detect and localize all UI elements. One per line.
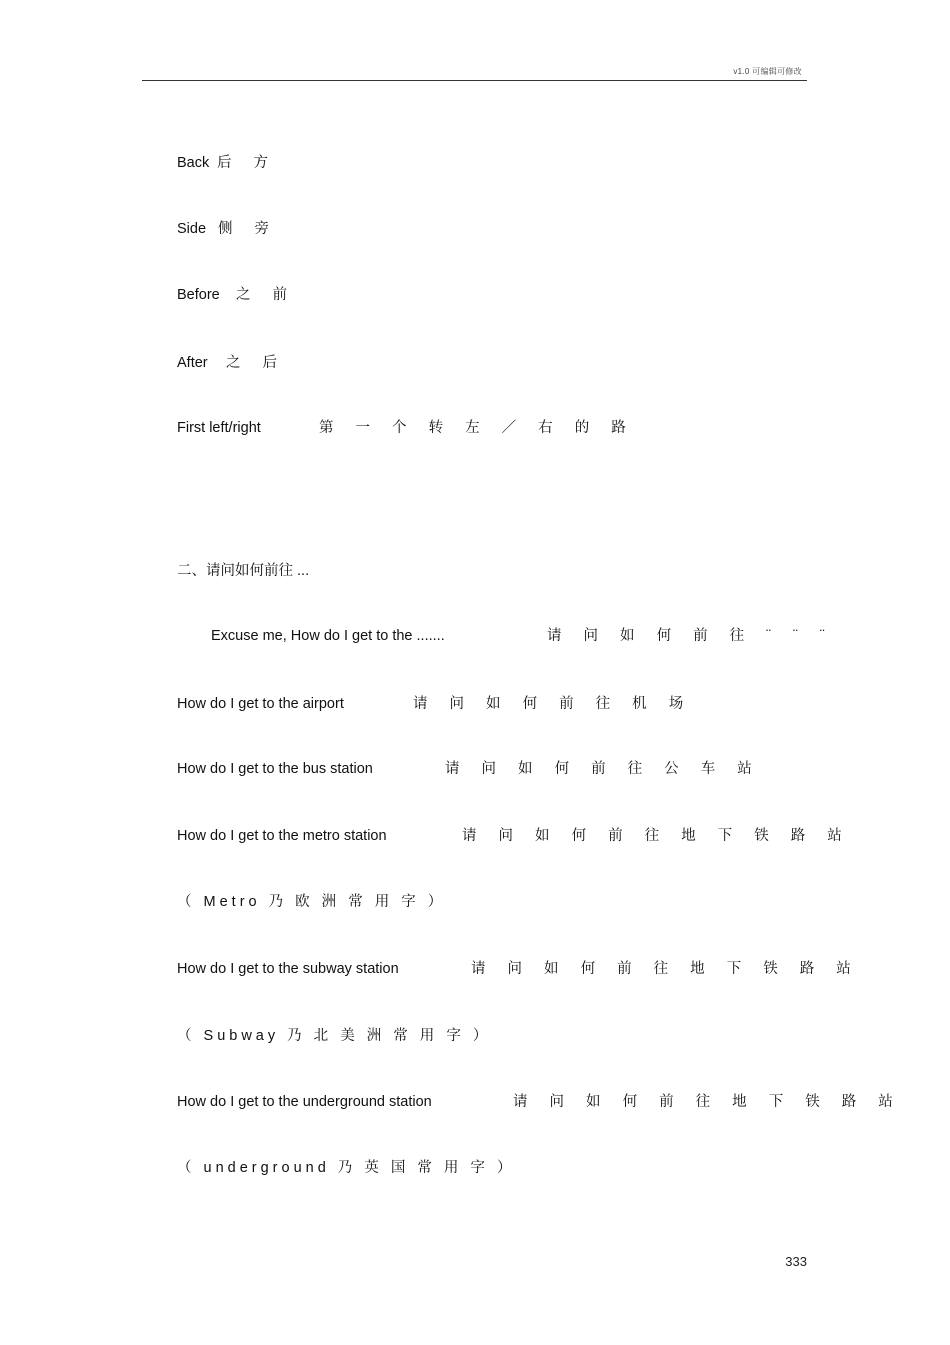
phrase-zh: 请 问 如 何 前 往 公 车 站 <box>445 761 761 777</box>
vocab-zh: 后 方 <box>217 155 278 171</box>
phrase-zh: 请 问 如 何 前 往 地 下 铁 路 站 <box>462 828 851 844</box>
vocab-item-first-left-right <box>177 419 635 437</box>
vocab-item-before <box>177 286 297 304</box>
vocab-en: Side <box>177 221 207 237</box>
phrase-row-underground-station <box>177 1093 902 1111</box>
page-number: 333 <box>785 1254 807 1269</box>
note-metro <box>177 893 446 911</box>
phrase-row-metro-station <box>177 827 851 845</box>
note-underground <box>177 1159 515 1177</box>
vocab-en: After <box>177 355 208 371</box>
vocab-zh: 之 前 <box>236 287 297 303</box>
phrase-en: How do I get to the subway station <box>177 961 399 977</box>
vocab-item-after <box>177 354 287 372</box>
phrase-row-subway-station <box>177 960 860 978</box>
vocab-zh: 侧 旁 <box>218 221 279 237</box>
phrase-en: How do I get to the bus station <box>177 761 373 777</box>
vocab-en: First left/right <box>177 420 261 436</box>
phrase-zh: 请 问 如 何 前 往 ¨ ¨ ¨ <box>547 628 834 644</box>
section-heading-text: 二、请问如何前往 ... <box>177 563 310 579</box>
phrase-row-bus-station <box>177 760 761 778</box>
vocab-item-back <box>177 154 278 172</box>
note-text: （ Subway 乃 北 美 洲 常 用 字 ） <box>177 1028 492 1044</box>
note-text: （ Metro 乃 欧 洲 常 用 字 ） <box>177 894 447 910</box>
phrase-zh: 请 问 如 何 前 往 地 下 铁 路 站 <box>513 1094 902 1110</box>
note-subway <box>177 1027 491 1045</box>
phrase-en: How do I get to the metro station <box>177 828 387 844</box>
phrase-row-intro <box>211 627 834 645</box>
phrase-en: Excuse me, How do I get to the ....... <box>211 628 445 644</box>
phrase-en: How do I get to the airport <box>177 696 344 712</box>
vocab-item-side <box>177 220 279 238</box>
header-version-text: v1.0 可编辑可修改 <box>733 67 802 76</box>
phrase-en: How do I get to the underground station <box>177 1094 432 1110</box>
vocab-en: Back <box>177 155 210 171</box>
phrase-zh: 请 问 如 何 前 往 地 下 铁 路 站 <box>471 961 860 977</box>
vocab-zh: 第 一 个 转 左 ／ 右 的 路 <box>319 420 635 436</box>
section-heading <box>177 562 309 580</box>
phrase-row-airport <box>177 695 693 713</box>
vocab-en: Before <box>177 287 220 303</box>
note-text: （ underground 乃 英 国 常 用 字 ） <box>177 1160 516 1176</box>
phrase-zh: 请 问 如 何 前 往 机 场 <box>413 696 693 712</box>
vocab-zh: 之 后 <box>226 355 287 371</box>
header-rule <box>142 80 807 81</box>
